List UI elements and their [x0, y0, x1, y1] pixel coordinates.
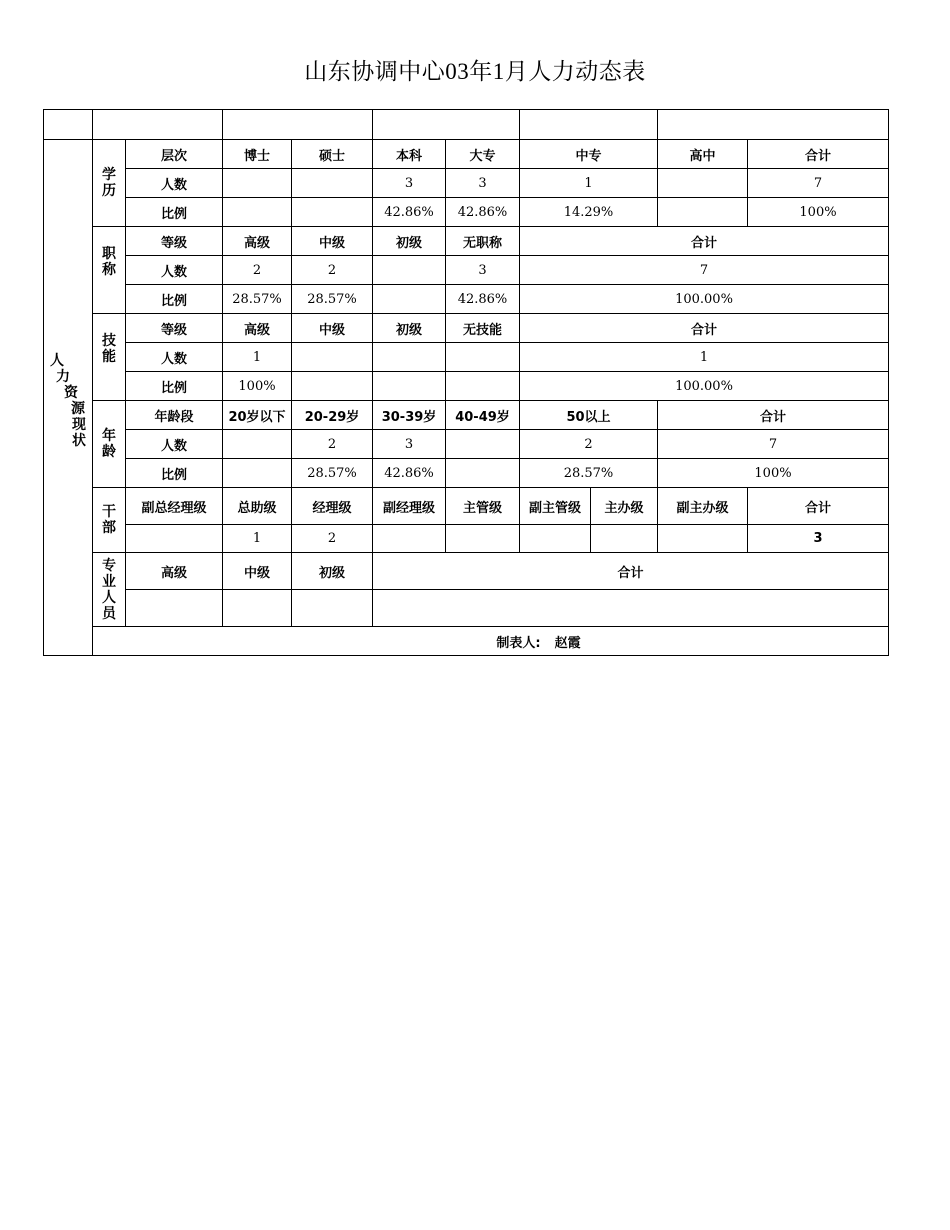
title-rank-count-row: 人数 2 2 3 7 — [44, 256, 889, 285]
age-group-label: 年龄 — [93, 401, 126, 488]
blank-header-row — [44, 110, 889, 140]
sheet-title: 山东协调中心03年1月人力动态表 — [304, 59, 646, 84]
skill-group-label: 技能 — [93, 314, 126, 401]
skill-header-row: 技能 等级 高级 中级 初级 无技能 合计 — [44, 314, 889, 343]
age-count-row: 人数 2 3 2 7 — [44, 430, 889, 459]
table-footer — [93, 627, 889, 656]
professional-group-label: 专业人员 — [93, 553, 126, 627]
age-ratio-row: 比例 28.57% 42.86% 28.57% 100% — [44, 459, 889, 488]
education-header-row: 人 力 资 源 现 状 学历 层次 博士 硕士 本科 大专 中专 高中 合计 — [44, 140, 889, 169]
education-count-row: 人数 3 3 1 7 — [44, 169, 889, 198]
cadre-value-row: 1 2 3 — [44, 525, 889, 553]
professional-header-row: 专业人员 高级 中级 初级 合计 — [44, 553, 889, 590]
skill-ratio-row: 比例 100% 100.00% — [44, 372, 889, 401]
skill-count-row: 人数 1 1 — [44, 343, 889, 372]
hr-dynamics-table — [43, 109, 889, 656]
age-header-row: 年龄 年龄段 20岁以下 20-29岁 30-39岁 40-49岁 50以上 合计 — [44, 401, 889, 430]
education-group-label: 学历 — [93, 140, 126, 227]
professional-value-row — [44, 590, 889, 627]
maker-label: 制表人: — [496, 635, 541, 651]
cadre-group-label: 干部 — [93, 488, 126, 553]
title-rank-header-row: 职称 等级 高级 中级 初级 无职称 合计 — [44, 227, 889, 256]
education-ratio-row: 比例 42.86% 42.86% 14.29% 100% — [44, 198, 889, 227]
title-rank-group-label: 职称 — [93, 227, 126, 314]
hr-status-side-label: 人 力 资 源 现 状 — [44, 140, 93, 656]
title-rank-ratio-row: 比例 28.57% 28.57% 42.86% 100.00% — [44, 285, 889, 314]
footer-row — [44, 627, 889, 656]
cadre-header-row: 干部 副总经理级 总助级 经理级 副经理级 主管级 副主管级 主办级 副主办级 合计 — [44, 488, 889, 525]
maker-name: 赵霞 — [554, 635, 581, 651]
